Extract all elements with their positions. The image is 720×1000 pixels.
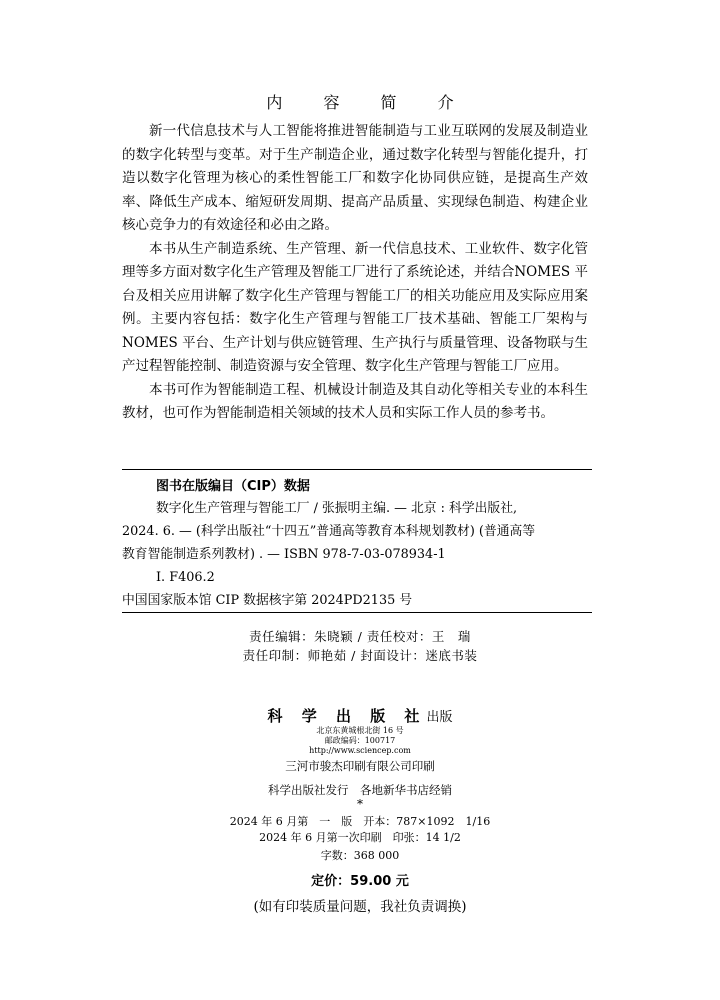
printing-line: 2024 年 6 月第一次印刷 印张：14 1/2 bbox=[259, 831, 461, 844]
intro-section bbox=[122, 120, 588, 426]
cip-classification: Ⅰ. F406.2 bbox=[156, 570, 215, 585]
word-count: 字数：368 000 bbox=[320, 849, 400, 862]
publisher-address: 北京东黄城根北街 16 号 bbox=[316, 726, 404, 735]
cip-top-rule bbox=[122, 469, 592, 470]
page-title: 内 容 简 介 bbox=[266, 93, 472, 112]
price: 定价：59.00 元 bbox=[311, 874, 409, 889]
cip-heading: 图书在版编目（CIP）数据 bbox=[156, 479, 310, 494]
printer-line: 三河市骏杰印刷有限公司印刷 bbox=[285, 759, 435, 773]
publisher-name-line bbox=[0, 705, 720, 726]
intro-paragraph-3: 本书可作为智能制造工程、机械设计制造及其自动化等相关专业的本科生教材，也可作为智能制造相关领域的技术人员和实际工作人员的参考书。 bbox=[122, 381, 588, 421]
publisher-suffix: 出版 bbox=[426, 710, 453, 725]
editors-line-2: 责任印制：师艳茹 / 封面设计：迷底书装 bbox=[242, 648, 478, 663]
quality-notice: (如有印装质量问题，我社负责调换) bbox=[253, 899, 467, 915]
cip-block bbox=[122, 469, 592, 613]
edition-line: 2024 年 6 月第 一 版 开本：787×1092 1/16 bbox=[229, 815, 491, 828]
editors-line-1: 责任编辑：朱晓颖 / 责任校对：王 瑞 bbox=[249, 629, 471, 644]
cip-line-3: 教育智能制造系列教材) . — ISBN 978-7-03-078934-1 bbox=[122, 547, 446, 562]
cip-line-1: 数字化生产管理与智能工厂 / 张振明主编. — 北京 : 科学出版社, bbox=[156, 501, 518, 516]
cip-bottom-rule bbox=[122, 612, 592, 613]
cip-number: 中国国家版本馆 CIP 数据核字第 2024PD2135 号 bbox=[122, 593, 413, 608]
cip-line-2: 2024. 6. — (科学出版社“十四五”普通高等教育本科规划教材) (普通高等 bbox=[122, 524, 536, 539]
intro-paragraph-2: 本书从生产制造系统、生产管理、新一代信息技术、工业软件、数字化管理等多方面对数字化生产管理及智能工厂进行了系统论述，并结合NOMES 平台及相关应用讲解了数字化生产管理与智能工厂的相关功能应用及实际应用案例。主要内容包括：数字化生产管理与智能工厂技术基础、智能工厂架构与 NOMES 平台、生产计划与供应链管理、生产执行与质量管理、设备物联与生产过程智能控制、制造资源与安全管理、数字化生产管理与智能工厂应用。 bbox=[122, 240, 588, 374]
editors-block bbox=[0, 627, 720, 665]
intro-paragraph-1: 新一代信息技术与人工智能将推进智能制造与工业互联网的发展及制造业的数字化转型与变革。对于生产制造企业，通过数字化转型与智能化提升，打造以数字化管理为核心的柔性智能工厂和数字化协同供应链，是提高生产效率、降低生产成本、缩短研发周期、提高产品质量、实现绿色制造、构建企业核心竞争力的有效途径和必由之路。 bbox=[122, 123, 588, 233]
publisher-name: 科 学 出 版 社 bbox=[267, 707, 427, 725]
publisher-url: http://www.sciencep.com bbox=[309, 746, 411, 755]
distribution-line: 科学出版社发行 各地新华书店经销 bbox=[268, 783, 452, 797]
publisher-postcode: 邮政编码：100717 bbox=[324, 736, 396, 745]
publisher-block bbox=[0, 705, 720, 915]
star-separator: * bbox=[357, 797, 363, 811]
